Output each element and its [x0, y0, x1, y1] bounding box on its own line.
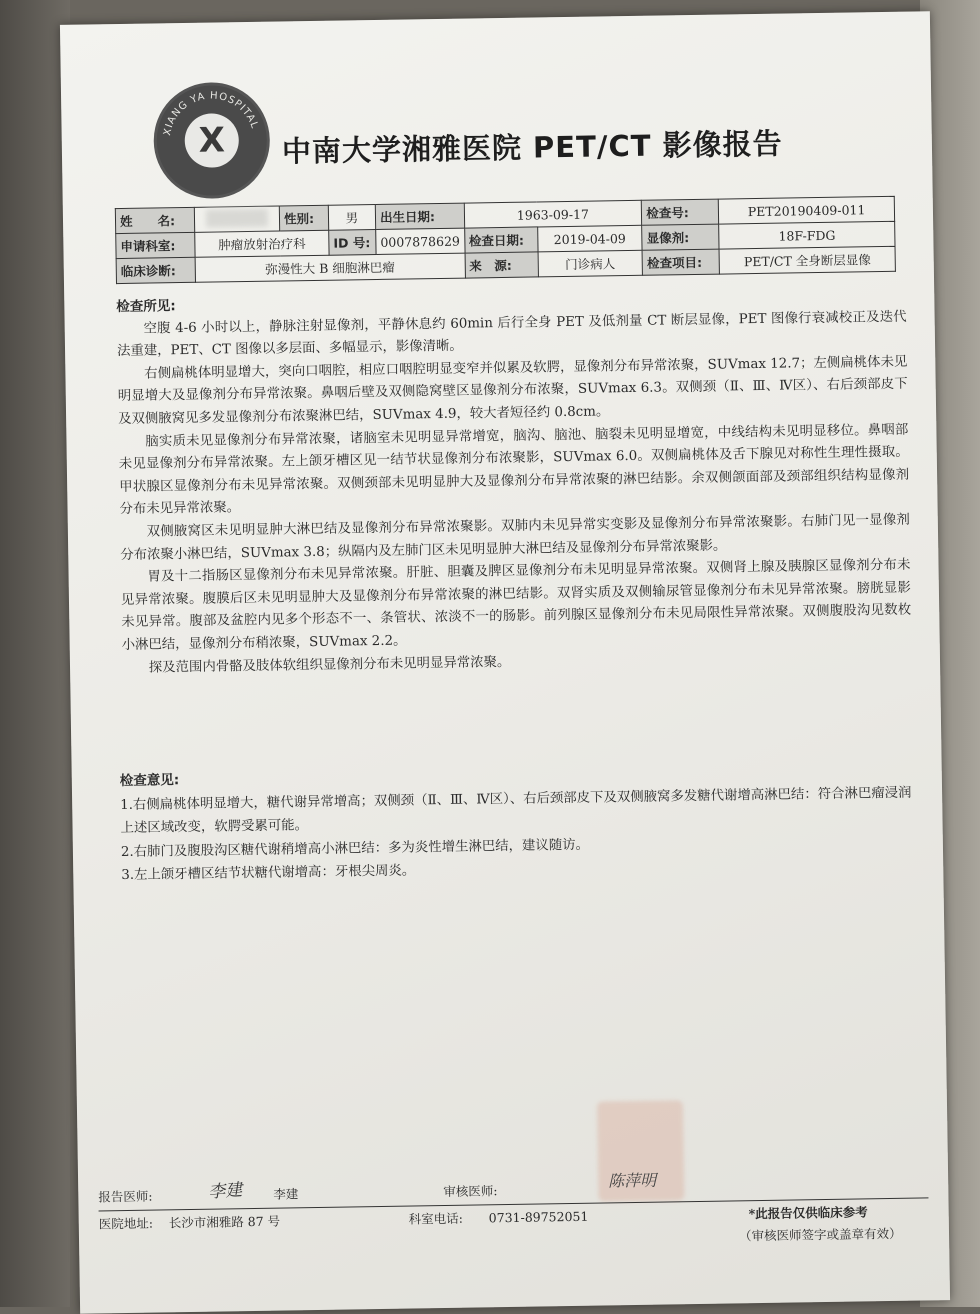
findings-section [116, 284, 912, 680]
source-value: 门诊病人 [538, 250, 643, 277]
findings-heading: 检查所见: [116, 298, 176, 316]
opinion-heading: 检查意见: [119, 772, 180, 790]
opinion-item: 2.右肺门及腹股沟区糖代谢稍增高小淋巴结：多为炎性增生淋巴结，建议随访。 [120, 837, 590, 860]
agent-value: 18F-FDG [719, 221, 895, 249]
exam-date-label: 检查日期: [464, 227, 537, 253]
address-label: 医院地址: [98, 1215, 154, 1232]
exam-no-label: 检查号: [642, 199, 719, 225]
dept-value: 肿瘤放射治疗科 [195, 230, 329, 257]
dept-label: 申请科室: [116, 232, 195, 258]
reporter-signature: 李建 [207, 1180, 244, 1203]
opinion-item: 3.左上颌牙槽区结节状糖代谢增高：牙根尖周炎。 [121, 863, 416, 884]
name-label: 姓 名: [115, 207, 194, 233]
id-label: ID 号: [329, 229, 376, 255]
gender-label: 性别: [279, 205, 328, 231]
redaction-blur [206, 208, 268, 227]
birth-label: 出生日期: [375, 203, 464, 229]
background-left [0, 0, 70, 1307]
agent-label: 显像剂: [642, 224, 719, 250]
report-paper [60, 11, 950, 1314]
exam-item-value: PET/CT 全身断层显像 [719, 246, 895, 274]
findings-paragraph: 右侧扁桃体明显增大，突向口咽腔，相应口咽腔明显变窄并似累及软腭，显像剂分布异常浓聚，SUVmax 12.7；左侧扁桃体未见明显增大及显像剂分布异常浓聚。鼻咽后壁及双侧隐窝壁区显像剂分布浓聚，SUVmax 6.3。双侧颈（Ⅱ、Ⅲ、Ⅳ区）、右后颈部皮下及双侧腋窝见多发显像剂分布浓聚淋巴结，SUVmax 4.9，较大者短径约 0.8cm。 [117, 354, 908, 428]
logo-ring-text [156, 85, 268, 197]
svg-text:XIANG YA HOSPITAL: XIANG YA HOSPITAL [161, 90, 260, 137]
phone-value: 0731-89752051 [488, 1208, 589, 1226]
source-label: 来 源: [465, 252, 538, 278]
name-value-redacted [194, 206, 279, 232]
report-title: 中南大学湘雅医院 PET/CT 影像报告 [281, 126, 783, 169]
diagnosis-label: 临床诊断: [116, 257, 195, 283]
reporter-label: 报告医师: [98, 1188, 153, 1205]
reviewer-signature: 陈萍明 [608, 1170, 657, 1191]
findings-paragraph: 双侧腋窝区未见明显肿大淋巴结及显像剂分布异常浓聚影。双肺内未见异常实变影及显像剂分布异常浓聚影。右肺门见一显像剂分布浓聚小淋巴结，SUVmax 3.8；纵隔内及左肺门区未见明显肿大淋巴结及显像剂分布异常浓聚影。 [120, 512, 910, 563]
phone-label: 科室电话: [408, 1210, 464, 1227]
address-value: 长沙市湘雅路 87 号 [168, 1213, 281, 1231]
findings-paragraph: 胃及十二指肠区显像剂分布未见异常浓聚。肝脏、胆囊及脾区显像剂分布未见明显异常浓聚。双侧肾上腺及胰腺区显像剂分布未见异常浓聚。腹膜后区未见明显肿大及显像剂分布异常浓聚的淋巴结影。双肾实质及双侧输尿管显像剂分布未见异常浓聚。膀胱显影未见异常。腹部及盆腔内见多个形态不一、条管状、浓淡不一的肠影。前列腺区显像剂分布未见局限性异常浓聚。双侧腹股沟见数枚小淋巴结，显像剂分布稍浓聚，SUVmax 2.2。 [120, 557, 912, 653]
gender-value: 男 [328, 204, 375, 230]
exam-item-label: 检查项目: [642, 249, 719, 275]
opinion-section [120, 758, 922, 888]
hospital-logo [153, 82, 271, 200]
findings-paragraph: 脑实质未见显像剂分布异常浓聚，诸脑室未见明显异常增宽，脑沟、脑池、脑裂未见明显增宽，中线结构未见明显移位。鼻咽部未见显像剂分布异常浓聚。左上颌牙槽区见一结节状显像剂分布浓聚影，SUVmax 6.0。双侧扁桃体及舌下腺见对称性生理性摄取。甲状腺区显像剂分布未见异常浓聚。双侧颈部未见明显肿大及显像剂分布异常浓聚的淋巴结影。余双侧颌面部及颈部组织结构显像剂分布未见异常浓聚。 [118, 422, 910, 518]
exam-date-value: 2019-04-09 [537, 225, 642, 252]
reporter-name: 李建 [273, 1186, 299, 1202]
report-footer [98, 1171, 929, 1257]
birth-value: 1963-09-17 [464, 200, 642, 228]
findings-paragraph: 空腹 4-6 小时以上，静脉注射显像剂，平静休息约 60min 后行全身 PET 及低剂量 CT 断层显像，PET 图像行衰减校正及迭代法重建，PET、CT 图像以多层面、多幅显示，影像清晰。 [116, 309, 907, 360]
exam-no-value: PET20190409-011 [719, 196, 895, 224]
disclaimer-note: *此报告仅供临床参考 [748, 1204, 868, 1222]
opinion-item: 1.右侧扁桃体明显增大，糖代谢异常增高；双侧颈（Ⅱ、Ⅲ、Ⅳ区）、右后颈部皮下及双侧腋窝多发糖代谢增高淋巴结：符合淋巴瘤浸润上述区域改变，软腭受累可能。 [120, 785, 912, 837]
patient-info-table [115, 196, 896, 284]
id-value: 0007878629 [376, 228, 465, 254]
findings-paragraph: 探及范围内骨骼及肢体软组织显像剂分布未见明显异常浓聚。 [148, 654, 511, 676]
disclaimer-subnote: （审核医师签字或盖章有效） [738, 1225, 902, 1244]
reviewer-label: 审核医师: [443, 1183, 498, 1200]
logo-mark: X [184, 113, 239, 168]
diagnosis-value: 弥漫性大 B 细胞淋巴瘤 [195, 253, 465, 282]
